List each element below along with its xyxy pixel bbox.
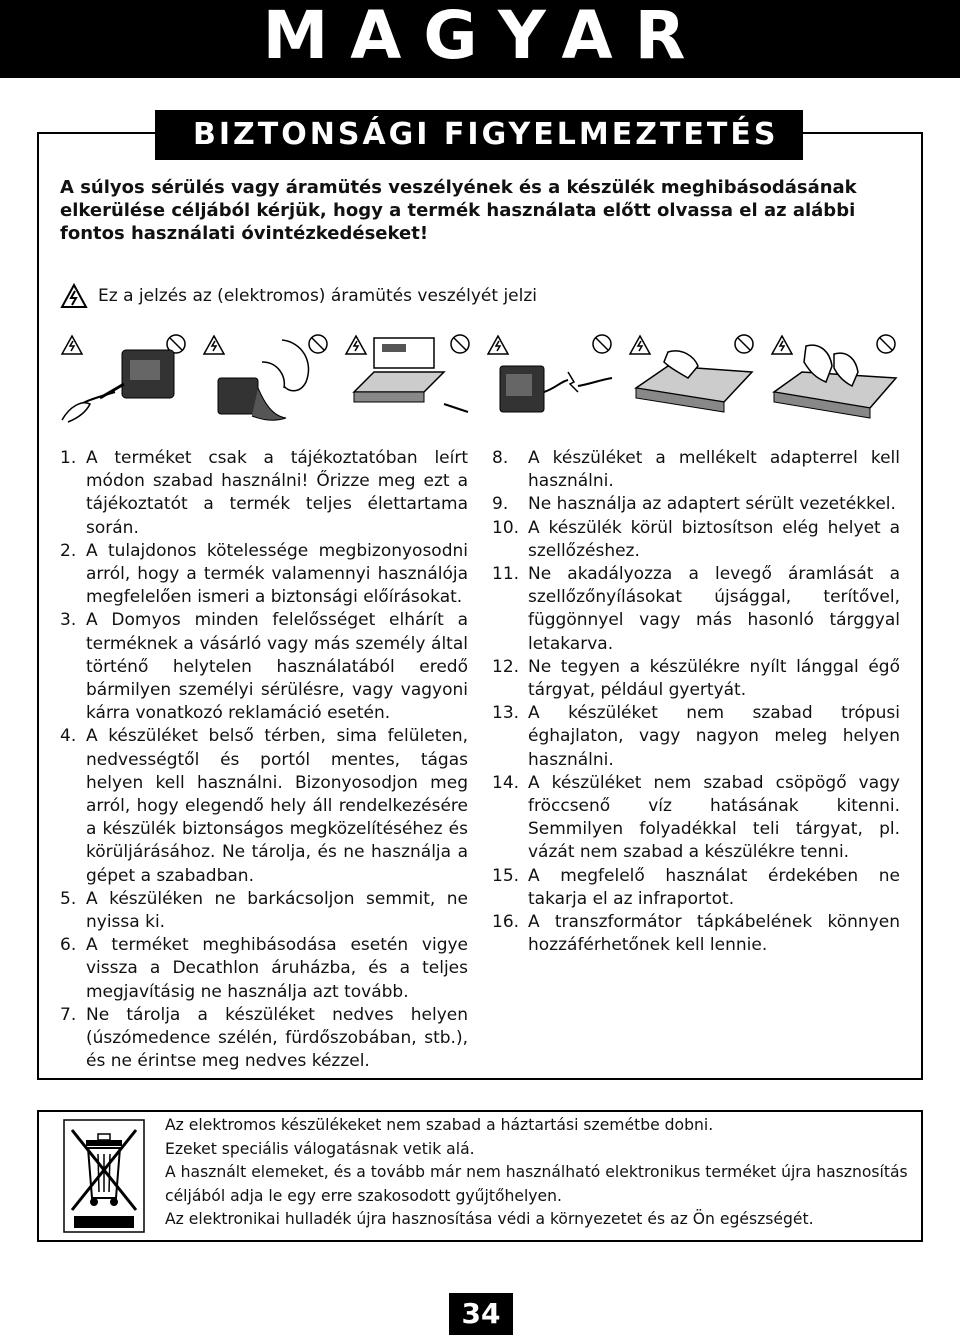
list-item	[60, 447, 468, 540]
list-item	[492, 447, 900, 493]
adapter-screwdriver-illustration	[60, 332, 190, 424]
item-text: A tulajdonos kötelessége megbizonyosodni arról, hogy a termék valamennyi használója megfelelően ismeri a biztonsági előírásokat.	[86, 540, 468, 608]
recycling-line: A használt elemeket, és a tovább már nem használható elektronikus terméket újra hasznosítás	[165, 1163, 908, 1181]
item-number: 1.	[60, 448, 77, 468]
legend-text: Ez a jelzés az (elektromos) áramütés veszélyét jelzi	[98, 286, 538, 306]
list-item	[60, 725, 468, 887]
recycling-text	[165, 1114, 908, 1232]
item-text: Ne tárolja a készüléket nedves helyen (úszómedence szélén, fürdőszobában, stb.), és ne érintse meg nedves kézzel.	[86, 1004, 468, 1072]
shock-legend	[60, 282, 537, 310]
item-number: 16.	[492, 912, 520, 933]
list-item	[60, 888, 468, 934]
adapter-damaged-cable-illustration	[486, 332, 616, 424]
device-covered-illustration	[770, 332, 900, 424]
item-number: 3.	[60, 610, 77, 631]
item-number: 7.	[60, 1004, 77, 1025]
warning-illustrations	[60, 332, 900, 424]
list-item	[60, 609, 468, 725]
list-item	[60, 934, 468, 1004]
list-item	[60, 540, 468, 610]
item-text: A készüléken ne barkácsoljon semmit, ne nyissa ki.	[86, 888, 468, 933]
item-number: 14.	[492, 772, 520, 793]
item-text: Ne tegyen a készülékre nyílt lánggal égő tárgyat, például gyertyát.	[528, 656, 900, 701]
adapter-water-illustration	[202, 332, 332, 424]
instructions-left-column	[60, 447, 468, 1073]
list-item	[492, 911, 900, 957]
item-text: A készüléket a mellékelt adapterrel kell használni.	[528, 448, 900, 492]
list-item	[492, 563, 900, 656]
section-title: BIZTONSÁGI FIGYELMEZTETÉS	[155, 110, 803, 160]
item-text: Ne akadályozza a levegő áramlását a szellőzőnyílásokat újsággal, terítővel, függönnyel vagy más hasonló tárggyal letakarva.	[528, 564, 900, 654]
language-header: MAGYAR	[0, 0, 960, 78]
item-number: 10.	[492, 517, 520, 538]
item-number: 6.	[60, 935, 77, 956]
recycling-line: Az elektronikai hulladék újra hasznosítása védi a környezetet és az Ön egészségét.	[165, 1210, 814, 1228]
item-text: A terméket meghibásodása esetén vigye vissza a Decathlon áruházba, és a teljes megjavításig ne használja azt tovább.	[86, 935, 468, 1002]
item-number: 13.	[492, 703, 520, 724]
list-item	[492, 517, 900, 563]
list-item	[492, 702, 900, 772]
item-number: 8.	[492, 448, 509, 468]
item-text: A készüléket belső térben, sima felületen, nedvességtől és portól mentes, tágas helyen kell használni. Bizonyosodjon meg arról, hogy elegendő hely áll rendelkezésére a készülék biztonságos megközelítéséhez és körüljárásához. Ne tárolja, és ne használja a gépet a szabadban.	[86, 726, 468, 886]
item-number: 11.	[492, 564, 520, 585]
recycling-line: Az elektromos készülékeket nem szabad a háztartási szemétbe dobni.	[165, 1116, 714, 1134]
page-number: 34	[449, 1293, 513, 1335]
item-number: 15.	[492, 865, 520, 886]
recycling-line: céljából adja le egy erre szakosodott gyűjtőhelyen.	[165, 1186, 562, 1205]
item-text: A Domyos minden felelősséget elhárít a terméknek a vásárló vagy más személy által történő helytelen használatából eredő bármilyen személyi sérülésre, vagy vagyoni kárra vonatkozó reklamáció esetén.	[86, 610, 468, 724]
item-text: A terméket csak a tájékoztatóban leírt módon szabad használni! Őrizze meg ezt a tájékoztatót a termék teljes élettartama során.	[86, 448, 468, 538]
recycling-line: Ezeket speciális válogatásnak vetik alá.	[165, 1139, 475, 1158]
instructions-right-column	[492, 447, 900, 957]
item-text: A transzformátor tápkábelének könnyen hozzáférhetőnek kell lennie.	[528, 912, 900, 956]
list-item	[492, 772, 900, 865]
item-text: A készüléket nem szabad csöpögő vagy fröccsenő víz hatásának kitenni. Semmilyen folyadékkal teli tárgyat, pl. vázát nem szabad a készülékre tenni.	[528, 772, 900, 863]
ventilation-blocked-illustration	[628, 332, 758, 424]
item-number: 5.	[60, 888, 77, 909]
list-item	[492, 656, 900, 702]
item-text: A készüléket nem szabad trópusi éghajlaton, vagy nagyon meleg helyen használni.	[528, 703, 900, 770]
electric-warning-icon	[60, 283, 88, 309]
crossed-bin-icon	[62, 1118, 146, 1234]
device-liquid-illustration	[344, 332, 474, 424]
item-number: 9.	[492, 494, 509, 515]
list-item	[492, 493, 900, 516]
item-text: A készülék körül biztosítson elég helyet a szellőzéshez.	[528, 517, 900, 561]
item-text: A megfelelő használat érdekében ne takarja el az infraportot.	[528, 865, 900, 909]
item-number: 2.	[60, 540, 77, 561]
list-item	[60, 1004, 468, 1074]
intro-paragraph: A súlyos sérülés vagy áramütés veszélyének és a készülék meghibásodásának elkerülése céljából kérjük, hogy a termék használata előtt olvassa el az alábbi fontos használati óvintézkedéseket!	[60, 177, 857, 244]
item-text: Ne használja az adaptert sérült vezetékkel.	[528, 494, 896, 515]
list-item	[492, 865, 900, 911]
item-number: 4.	[60, 726, 77, 747]
item-number: 12.	[492, 656, 520, 677]
